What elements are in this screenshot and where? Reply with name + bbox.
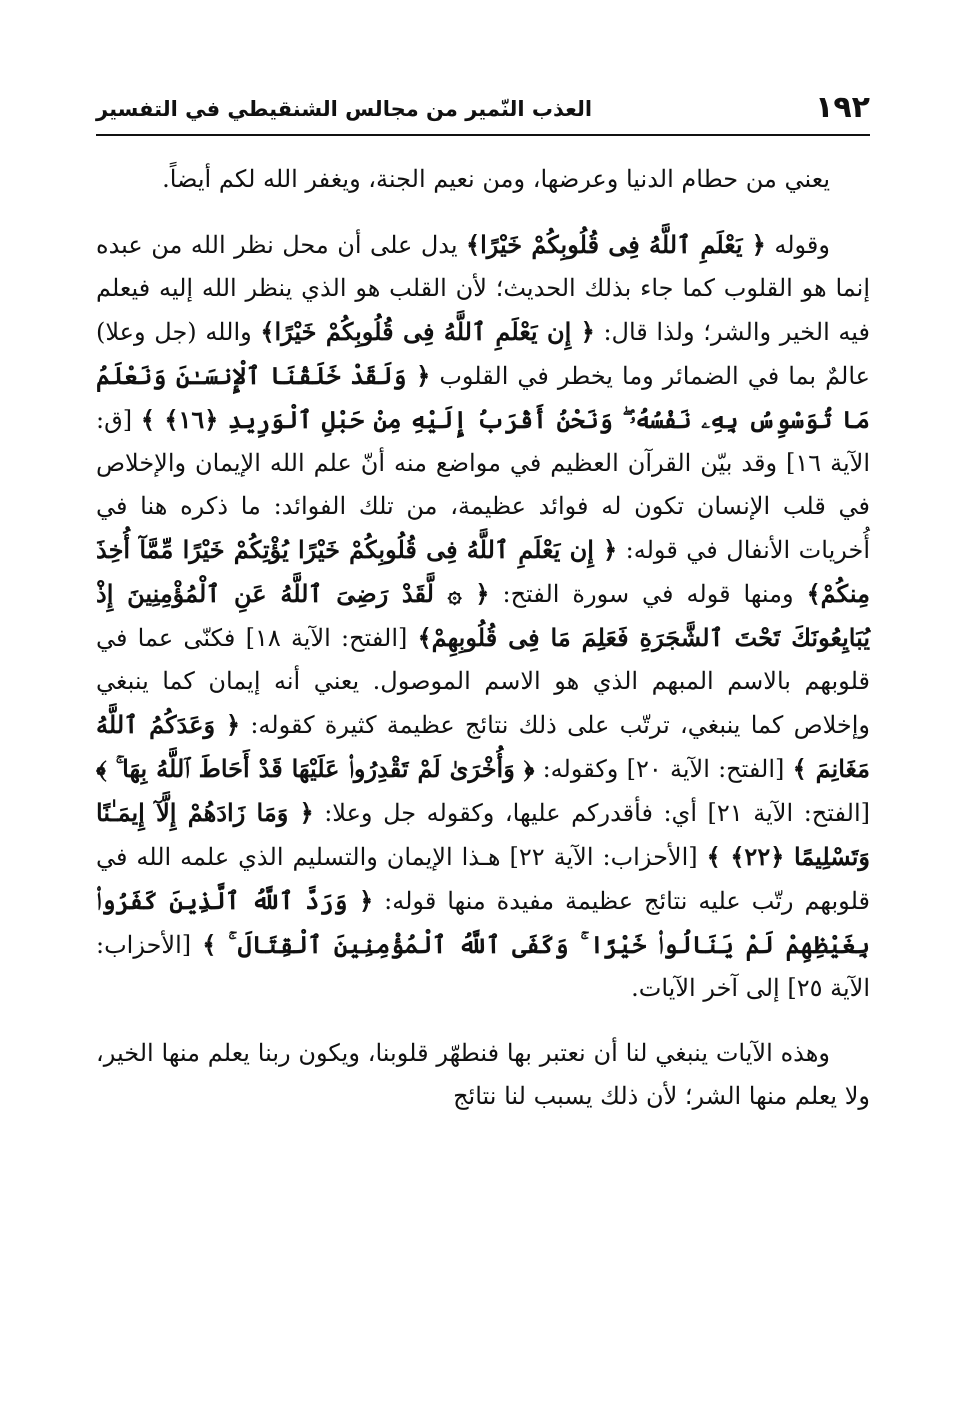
- header-divider: [96, 134, 870, 136]
- text-segment: يدل على أن محل نظر الله من عبده إنما هو القلوب كما جاء بذلك الحديث؛ لأن القلب هو الذي ينظر الله إليه فيعلم فيه الخير والشر؛ ولذا قال:: [96, 231, 871, 346]
- text-segment: [الفتح: الآية ٢٠] وكقوله:: [534, 755, 785, 783]
- text-segment: وهذه الآيات ينبغي لنا أن نعتبر بها فنطهّر قلوبنا، ويكون ربنا يعلم منها الخير، ولا يعلم منها الشر؛ لأن ذلك يسبب لنا نتائج: [96, 1039, 870, 1110]
- text-segment: [الأحزاب: الآية ٢٥] إلى آخر الآيات.: [96, 931, 870, 1002]
- text-segment: وقوله: [765, 231, 830, 259]
- quran-verse: ﴿ إِن يَعْلَمِ ٱللَّهُ فِى قُلُوبِكُمْ خَيْرًا يُؤْتِكُمْ خَيْرًا مِّمَّآ أُخِذَ مِنكُمْ﴾: [96, 535, 870, 608]
- text-segment: [الفتح: الآية ١٨] فكنّى عما في قلوبهم بالاسم المبهم الذي هو الاسم الموصول. يعني أنه إيمان كما ينبغي وإخلاص كما ينبغي، ترتّب على ذلك نتائج عظيمة كثيرة كقوله:: [96, 624, 871, 739]
- quran-verse: ﴿ وَرَدَّ ٱللَّهُ ٱلَّذِينَ كَفَرُوا۟ بِغَيْظِهِمْ لَمْ يَنَالُوا۟ خَيْرًا ۚ وَكَفَى ٱللَّهُ ٱلْمُؤْمِنِينَ ٱلْقِتَالَ ۚ ﴾: [96, 886, 870, 959]
- paragraph: [96, 158, 870, 201]
- paragraph: [96, 223, 870, 1010]
- quran-verse: ﴿ وَلَقَدْ خَلَقْنَا ٱلْإِنسَـٰنَ وَنَعْلَمُ مَا تُوَسْوِسُ بِهِۦ نَفْسُهُۥ ۖ وَنَحْنُ أَقْرَبُ إِلَيْهِ مِنْ حَبْلِ ٱلْوَرِيدِ ﴿١٦﴾ ﴾: [96, 361, 870, 434]
- quran-verse: ﴿ يَعْلَمِ ٱللَّهُ فِى قُلُوبِكُمْ خَيْرًا﴾: [466, 230, 766, 259]
- body-text: [96, 158, 870, 1118]
- text-segment: [الأحزاب: الآية ٢٢] هـذا الإيمان والتسليم الذي علمه الله في قلوبهم رتّب عليه نتائج عظيمة مفيدة منها قوله:: [96, 843, 870, 915]
- quran-verse: ﴿ وَمَا زَادَهُمْ إِلَّآ إِيمَـٰنًا وَتَسْلِيمًا ﴿٢٢﴾ ﴾: [96, 798, 871, 871]
- quran-verse: ﴿ ۞ لَّقَدْ رَضِىَ ٱللَّهُ عَنِ ٱلْمُؤْمِنِينَ إِذْ يُبَايِعُونَكَ تَحْتَ ٱلشَّجَرَةِ فَعَلِمَ مَا فِى قُلُوبِهِمْ﴾: [96, 579, 871, 652]
- text-segment: والله (جل وعلا) عالمٌ بما في الضمائر وما يخطر في القلوب: [96, 318, 871, 390]
- paragraph: [96, 1032, 870, 1118]
- text-segment: ومنها قوله في سورة الفتح:: [489, 580, 794, 608]
- text-segment: [الفتح: الآية ٢١] أي: فأقدركم عليها، وكقوله جل وعلا:: [313, 799, 871, 827]
- running-title: العذب النّمير من مجالس الشنقيطي في التفسير: [96, 97, 593, 121]
- quran-verse: ﴿ وَعَدَكُمُ ٱللَّهُ مَغَانِمَ ﴾: [96, 710, 870, 783]
- page-number: ١٩٢: [815, 90, 870, 125]
- quran-verse: ﴿ إِن يَعْلَمِ ٱللَّهُ فِى قُلُوبِكُمْ خَيْرًا﴾: [260, 317, 595, 346]
- text-segment: يعني من حطام الدنيا وعرضها، ومن نعيم الجنة، ويغفر الله لكم أيضاً.: [162, 165, 830, 193]
- page-header: [96, 88, 870, 132]
- text-segment: [ق: الآية ١٦] وقد بيّن القرآن العظيم في مواضع منه أنّ علم الله الإيمان والإخلاص في قلب الإنسان تكون له فوائد عظيمة، من تلك الفوائد: ما ذكره هنا في أُخريات الأنفال في قوله:: [96, 406, 871, 564]
- quran-verse: ﴿ وَأُخْرَىٰ لَمْ تَقْدِرُوا۟ عَلَيْهَا قَدْ أَحَاطَ ٱللَّهُ بِهَا ۚ ﴾: [96, 754, 535, 783]
